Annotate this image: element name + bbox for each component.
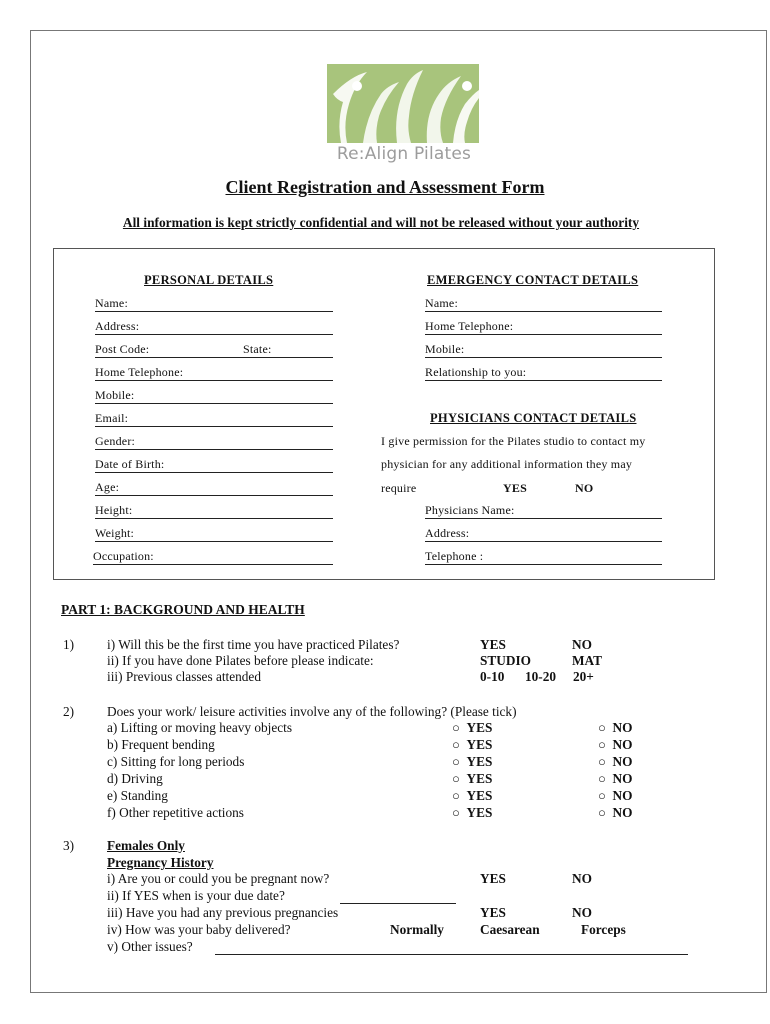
q2-row-a-yes[interactable] — [452, 720, 492, 736]
radio-circle-icon: ○ — [598, 788, 606, 803]
radio-circle-icon: ○ — [598, 720, 606, 735]
emergency-relationship-label: Relationship to you: — [425, 365, 527, 379]
emergency-contact-heading: EMERGENCY CONTACT DETAILS — [427, 273, 639, 287]
q1-yes-option[interactable]: YES — [480, 637, 506, 652]
q3-pregnancy-history-heading: Pregnancy History — [107, 855, 214, 870]
yes-label: YES — [466, 737, 493, 752]
q3-line1: i) Are you or could you be pregnant now? — [107, 871, 330, 886]
no-label: NO — [612, 720, 633, 735]
physicians-contact-heading: PHYSICIANS CONTACT DETAILS — [430, 411, 637, 425]
q2-row-d-no[interactable] — [598, 771, 632, 787]
personal-email-label: Email: — [95, 411, 129, 425]
logo-figure-head-left — [352, 81, 362, 91]
q3-delivery-forceps-option[interactable]: Forceps — [581, 922, 626, 937]
yes-label: YES — [466, 771, 493, 786]
q2-item-c: c) Sitting for long periods — [107, 754, 245, 769]
logo-wordmark: Re:Align Pilates — [336, 144, 472, 164]
radio-circle-icon: ○ — [452, 737, 460, 752]
personal-occupation-label: Occupation: — [93, 549, 154, 563]
personal-address-field[interactable] — [95, 319, 333, 335]
personal-mobile-field[interactable] — [95, 388, 333, 404]
yes-label: YES — [466, 754, 493, 769]
q3-due-date-input[interactable] — [340, 903, 456, 904]
q2-row-a-no[interactable] — [598, 720, 632, 736]
emergency-mobile-label: Mobile: — [425, 342, 465, 356]
state-label: State: — [243, 342, 272, 356]
physician-permission-line3: require — [381, 481, 417, 495]
postcode-label: Post Code: — [95, 342, 150, 356]
q3-pregnant-no-option[interactable]: NO — [572, 871, 592, 886]
radio-circle-icon: ○ — [452, 805, 460, 820]
personal-weight-label: Weight: — [95, 526, 135, 540]
personal-mobile-label: Mobile: — [95, 388, 135, 402]
q1-classes-10-20-option[interactable]: 10-20 — [525, 669, 557, 684]
q1-line3: iii) Previous classes attended — [107, 669, 261, 684]
q3-delivery-normally-option[interactable]: Normally — [390, 922, 444, 937]
q3-pregnant-yes-option[interactable]: YES — [480, 871, 506, 886]
radio-circle-icon: ○ — [598, 771, 606, 786]
no-label: NO — [612, 754, 633, 769]
personal-home-telephone-label: Home Telephone: — [95, 365, 184, 379]
physician-name-label: Physicians Name: — [425, 503, 515, 517]
q2-row-b-no[interactable] — [598, 737, 632, 753]
physician-address-label: Address: — [425, 526, 470, 540]
radio-circle-icon: ○ — [598, 805, 606, 820]
q3-number: 3) — [63, 838, 75, 853]
emergency-name-field[interactable] — [425, 296, 662, 312]
q1-no-option[interactable]: NO — [572, 637, 592, 652]
physician-permission-line1: I give permission for the Pilates studio to contact my — [381, 434, 646, 448]
q1-number: 1) — [63, 637, 75, 652]
q3-line3: iii) Have you had any previous pregnancies — [107, 905, 339, 920]
personal-name-field[interactable] — [95, 296, 333, 312]
q1-classes-20plus-option[interactable]: 20+ — [573, 669, 594, 684]
q2-item-f: f) Other repetitive actions — [107, 805, 244, 820]
yes-label: YES — [466, 720, 493, 735]
part1-heading: PART 1: BACKGROUND AND HEALTH — [61, 602, 305, 617]
no-label: NO — [612, 737, 633, 752]
emergency-home-telephone-field[interactable] — [425, 319, 662, 335]
physician-permission-yes[interactable]: YES — [503, 481, 527, 495]
personal-postcode-state-field[interactable] — [95, 342, 333, 358]
personal-gender-field[interactable] — [95, 434, 333, 450]
q3-females-only-heading: Females Only — [107, 838, 185, 853]
radio-circle-icon: ○ — [452, 720, 460, 735]
no-label: NO — [612, 771, 633, 786]
personal-email-field[interactable] — [95, 411, 333, 427]
personal-address-label: Address: — [95, 319, 140, 333]
personal-dob-label: Date of Birth: — [95, 457, 165, 471]
q2-row-d-yes[interactable] — [452, 771, 492, 787]
realign-pilates-logo — [327, 64, 479, 143]
emergency-home-telephone-label: Home Telephone: — [425, 319, 514, 333]
logo-figure-head-right — [462, 81, 472, 91]
personal-height-field[interactable] — [95, 503, 333, 519]
physician-name-field[interactable] — [425, 503, 662, 519]
q2-row-e-yes[interactable] — [452, 788, 492, 804]
q2-item-d: d) Driving — [107, 771, 163, 786]
personal-home-telephone-field[interactable] — [95, 365, 333, 381]
radio-circle-icon: ○ — [452, 754, 460, 769]
radio-circle-icon: ○ — [452, 771, 460, 786]
q2-item-a: a) Lifting or moving heavy objects — [107, 720, 293, 735]
personal-details-heading: PERSONAL DETAILS — [144, 273, 274, 287]
radio-circle-icon: ○ — [598, 737, 606, 752]
q3-line4: iv) How was your baby delivered? — [107, 922, 291, 937]
personal-name-label: Name: — [95, 296, 128, 310]
q3-previous-yes-option[interactable]: YES — [480, 905, 506, 920]
q2-row-c-yes[interactable] — [452, 754, 492, 770]
physician-telephone-label: Telephone : — [425, 549, 484, 563]
confidentiality-notice: All information is kept strictly confidential and will not be released without your authority — [122, 215, 640, 230]
q2-row-b-yes[interactable] — [452, 737, 492, 753]
q2-row-f-yes[interactable] — [452, 805, 492, 821]
no-label: NO — [612, 788, 633, 803]
logo-graphic — [327, 64, 479, 143]
q1-classes-0-10-option[interactable]: 0-10 — [480, 669, 505, 684]
q2-item-b: b) Frequent bending — [107, 737, 215, 752]
radio-circle-icon: ○ — [598, 754, 606, 769]
personal-age-label: Age: — [95, 480, 120, 494]
radio-circle-icon: ○ — [452, 788, 460, 803]
q1-line2: ii) If you have done Pilates before please indicate: — [107, 653, 374, 668]
physician-permission-no[interactable]: NO — [575, 481, 594, 495]
emergency-name-label: Name: — [425, 296, 458, 310]
q3-line5: v) Other issues? — [107, 939, 193, 954]
q2-row-c-no[interactable] — [598, 754, 632, 770]
q2-row-f-no[interactable] — [598, 805, 632, 821]
yes-label: YES — [466, 805, 493, 820]
q3-previous-no-option[interactable]: NO — [572, 905, 592, 920]
physician-telephone-field[interactable] — [425, 549, 662, 565]
no-label: NO — [612, 805, 633, 820]
personal-dob-field[interactable] — [95, 457, 333, 473]
physician-address-field[interactable] — [425, 526, 662, 542]
q3-delivery-caesarean-option[interactable]: Caesarean — [480, 922, 540, 937]
personal-age-field[interactable] — [95, 480, 333, 496]
q1-line1: i) Will this be the first time you have practiced Pilates? — [107, 637, 400, 652]
q2-number: 2) — [63, 704, 75, 719]
form-title: Client Registration and Assessment Form — [225, 177, 545, 197]
emergency-mobile-field[interactable] — [425, 342, 662, 358]
personal-weight-field[interactable] — [95, 526, 333, 542]
q3-line2: ii) If YES when is your due date? — [107, 888, 285, 903]
personal-gender-label: Gender: — [95, 434, 136, 448]
personal-height-label: Height: — [95, 503, 133, 517]
personal-occupation-field[interactable] — [93, 549, 333, 565]
q1-mat-option[interactable]: MAT — [572, 653, 603, 668]
physician-permission-line2: physician for any additional information they may — [381, 457, 633, 471]
q2-intro: Does your work/ leisure activities involve any of the following? (Please tick) — [107, 704, 517, 719]
q3-other-issues-input[interactable] — [215, 954, 688, 955]
emergency-relationship-field[interactable] — [425, 365, 662, 381]
q2-row-e-no[interactable] — [598, 788, 632, 804]
yes-label: YES — [466, 788, 493, 803]
q2-item-e: e) Standing — [107, 788, 168, 803]
q1-studio-option[interactable]: STUDIO — [480, 653, 531, 668]
